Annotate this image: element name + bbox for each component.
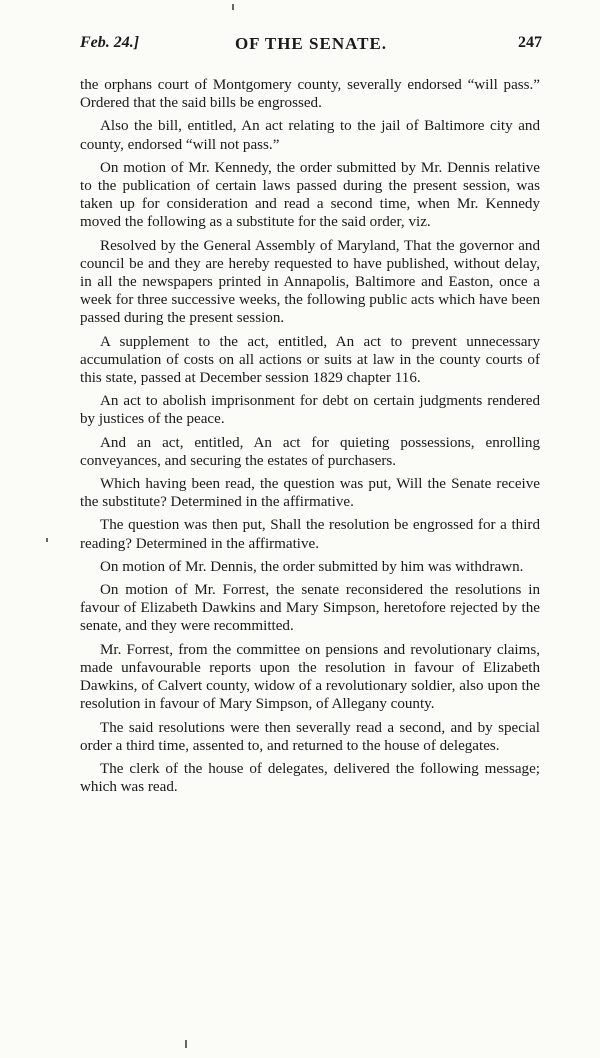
paragraph: Mr. Forrest, from the committee on pensions and revolutionary claims, made unfavourable reports upon the resolution in favour of Elizabeth Dawkins, of Calvert county, widow of a revolutionary soldier, also upon the resolution in favour of Mary Simpson, of Allegany county. [80, 641, 540, 713]
paragraph: The question was then put, Shall the resolution be engrossed for a third reading? Determined in the affirmative. [80, 517, 540, 552]
paragraph: An act to abolish imprisonment for debt on certain judgments rendered by justices of the peace. [80, 393, 540, 428]
paragraph: And an act, entitled, An act for quieting possessions, enrolling conveyances, and securing the estates of purchasers. [80, 434, 540, 469]
paragraph: A supplement to the act, entitled, An act to prevent unnecessary accumulation of costs on all actions or suits at law in the county courts of this state, passed at December session 1829 chapter 116. [80, 333, 540, 387]
page-body [80, 76, 540, 801]
scan-speck [185, 1040, 187, 1048]
paragraph: The said resolutions were then severally read a second, and by special order a third time, assented to, and returned to the house of delegates. [80, 719, 540, 754]
paragraph: On motion of Mr. Forrest, the senate reconsidered the resolutions in favour of Elizabeth Dawkins and Mary Simpson, heretofore rejected by the senate, and they were recommitted. [80, 582, 540, 635]
scan-speck [232, 4, 234, 10]
paragraph: Also the bill, entitled, An act relating to the jail of Baltimore city and county, endorsed “will not pass.” [80, 118, 540, 153]
paragraph: the orphans court of Montgomery county, severally endorsed “will pass.” Ordered that the said bills be engrossed. [80, 77, 540, 112]
page-number: 247 [518, 34, 542, 51]
paragraph: The clerk of the house of delegates, delivered the following message; which was read. [80, 760, 540, 796]
paragraph: On motion of Mr. Dennis, the order submitted by him was withdrawn. [100, 558, 524, 575]
paragraph: Resolved by the General Assembly of Maryland, That the governor and council be and they are hereby requested to have published, without delay, in all the newspapers printed in Annapolis, Baltimore and Easton, once a week for three successive weeks, the following public acts which have been passed during the present session. [80, 237, 540, 327]
paragraph: Which having been read, the question was put, Will the Senate receive the substitute? Determined in the affirmative. [80, 476, 540, 511]
header-date: Feb. 24.] [80, 34, 140, 51]
paragraph: On motion of Mr. Kennedy, the order submitted by Mr. Dennis relative to the publication of certain laws passed during the present session, was taken up for consideration and read a second time, when Mr. Kennedy moved the following as a substitute for the said order, viz. [80, 159, 540, 231]
running-header [80, 34, 542, 56]
header-title: OF THE SENATE. [234, 34, 388, 53]
scan-speck [46, 538, 48, 542]
